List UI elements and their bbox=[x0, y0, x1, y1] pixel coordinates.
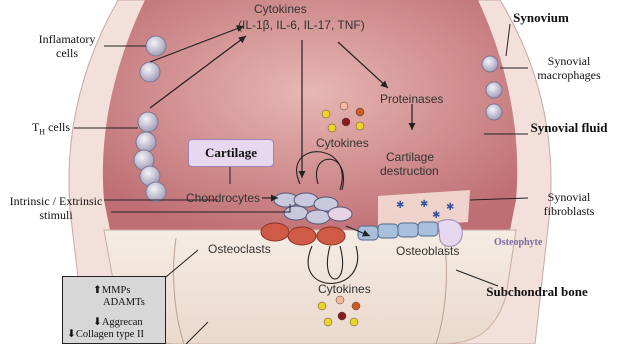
text-cartilage-destruction-2: destruction bbox=[380, 164, 439, 178]
text-osteophyte: Osteophyte bbox=[494, 237, 543, 248]
svg-text:✱: ✱ bbox=[396, 200, 405, 211]
text-cytokines-mid: Cytokines bbox=[316, 136, 369, 150]
cartilage-label-box bbox=[188, 139, 274, 167]
down-arrow-icon: ⬇ bbox=[93, 317, 102, 328]
label-synovial-fluid: Synovial fluid bbox=[530, 120, 608, 135]
svg-text:✱: ✱ bbox=[432, 210, 441, 221]
label-synovium: Synovium bbox=[513, 10, 569, 25]
text-cytokines-top-list: (IL-1β, IL-6, IL-17, TNF) bbox=[238, 18, 365, 32]
text-cytokines-top-title: Cytokines bbox=[254, 2, 307, 16]
text-cartilage-destruction-1: Cartilage bbox=[386, 150, 435, 164]
osteophyte-shape bbox=[438, 220, 462, 247]
label-cartilage: Cartilage bbox=[205, 145, 257, 160]
enzyme-down-row-1 bbox=[93, 317, 143, 328]
label-intrinsic-extrinsic-stimuli: Intrinsic / Extrinsic stimuli bbox=[9, 194, 103, 222]
enzyme-mmps: MMPs bbox=[101, 285, 131, 296]
enzyme-aggrecan: Aggrecan bbox=[101, 317, 143, 328]
text-chondrocytes: Chondrocytes bbox=[186, 191, 261, 205]
enzyme-up-row-2 bbox=[103, 297, 145, 308]
enzyme-regulation-box bbox=[62, 276, 166, 344]
text-cytokines-bottom: Cytokines bbox=[318, 282, 371, 296]
label-th-cells bbox=[26, 120, 76, 139]
enzyme-down-row-2 bbox=[67, 329, 144, 340]
svg-text:✱: ✱ bbox=[420, 199, 429, 210]
text-osteoclasts: Osteoclasts bbox=[208, 242, 271, 256]
label-synovial-macrophages: Synovial macrophages bbox=[537, 54, 601, 82]
label-inflammatory-cells: Inflamatory cells bbox=[38, 32, 96, 60]
enzyme-adamts: ADAMTs bbox=[103, 297, 145, 308]
label-th-cells-suffix: cells bbox=[45, 120, 71, 134]
label-th-cells-main: T bbox=[31, 120, 40, 134]
label-synovial-fibroblasts: Synovial fibroblasts bbox=[543, 190, 595, 218]
down-arrow-icon-2: ⬇ bbox=[67, 329, 76, 340]
svg-text:✱: ✱ bbox=[446, 202, 455, 213]
up-arrow-icon: ⬆ bbox=[93, 285, 102, 296]
label-subchondral-bone: Subchondral bone bbox=[486, 284, 588, 299]
enzyme-up-row-1 bbox=[93, 285, 130, 296]
text-proteinases: Proteinases bbox=[380, 92, 444, 106]
label-th-cells-sub: H bbox=[39, 127, 46, 137]
enzyme-collagen: Collagen type II bbox=[75, 329, 145, 340]
text-osteoblasts: Osteoblasts bbox=[396, 244, 460, 258]
